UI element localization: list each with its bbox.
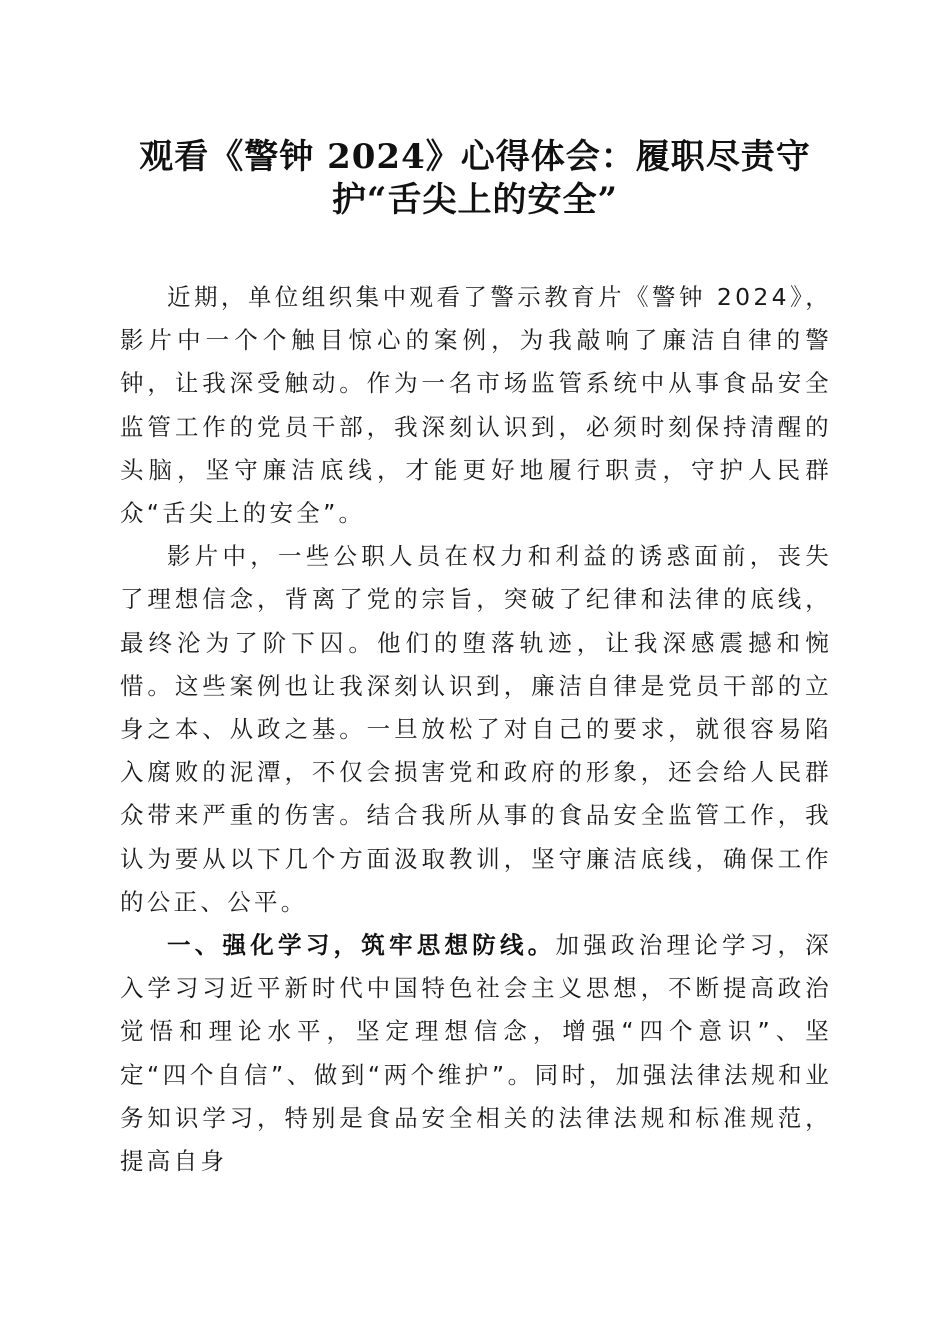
document-body [120, 276, 832, 1183]
paragraph-1 [120, 276, 832, 535]
title-line-2: 护“舌尖上的安全” [331, 180, 619, 220]
paragraph-3-text: 加强政治理论学习，深入学习习近平新时代中国特色社会主义思想，不断提高政治觉悟和理论水平，坚定理想信念，增强“四个意识”、坚定“四个自信”、做到“两个维护”。同时，加强法律法规和业务知识学习，特别是食品安全相关的法律法规和标准规范，提高自身 [120, 931, 832, 1176]
paragraph-1-text: 近期，单位组织集中观看了警示教育片《警钟 2024》，影片中一个个触目惊心的案例，为我敲响了廉洁自律的警钟，让我深受触动。作为一名市场监管系统中从事食品安全监管工作的党员干部，我深刻认识到，必须时刻保持清醒的头脑，坚守廉洁底线，才能更好地履行职责，守护人民群众“舌尖上的安全”。 [120, 283, 832, 528]
section-heading: 一、强化学习，筑牢思想防线。 [167, 931, 556, 960]
paragraph-2-text: 影片中，一些公职人员在权力和利益的诱惑面前，丧失了理想信念，背离了党的宗旨，突破了纪律和法律的底线，最终沦为了阶下囚。他们的堕落轨迹，让我深感震撼和惋惜。这些案例也让我深刻认识到，廉洁自律是党员干部的立身之本、从政之基。一旦放松了对自己的要求，就很容易陷入腐败的泥潭，不仅会损害党和政府的形象，还会给人民群众带来严重的伤害。结合我所从事的食品安全监管工作，我认为要从以下几个方面汲取教训，坚守廉洁底线，确保工作的公正、公平。 [120, 542, 832, 916]
title-line-1: 观看《警钟 2024》心得体会：履职尽责守 [139, 137, 811, 177]
document-title [120, 136, 830, 222]
paragraph-2 [120, 535, 832, 924]
paragraph-3 [120, 924, 832, 1183]
